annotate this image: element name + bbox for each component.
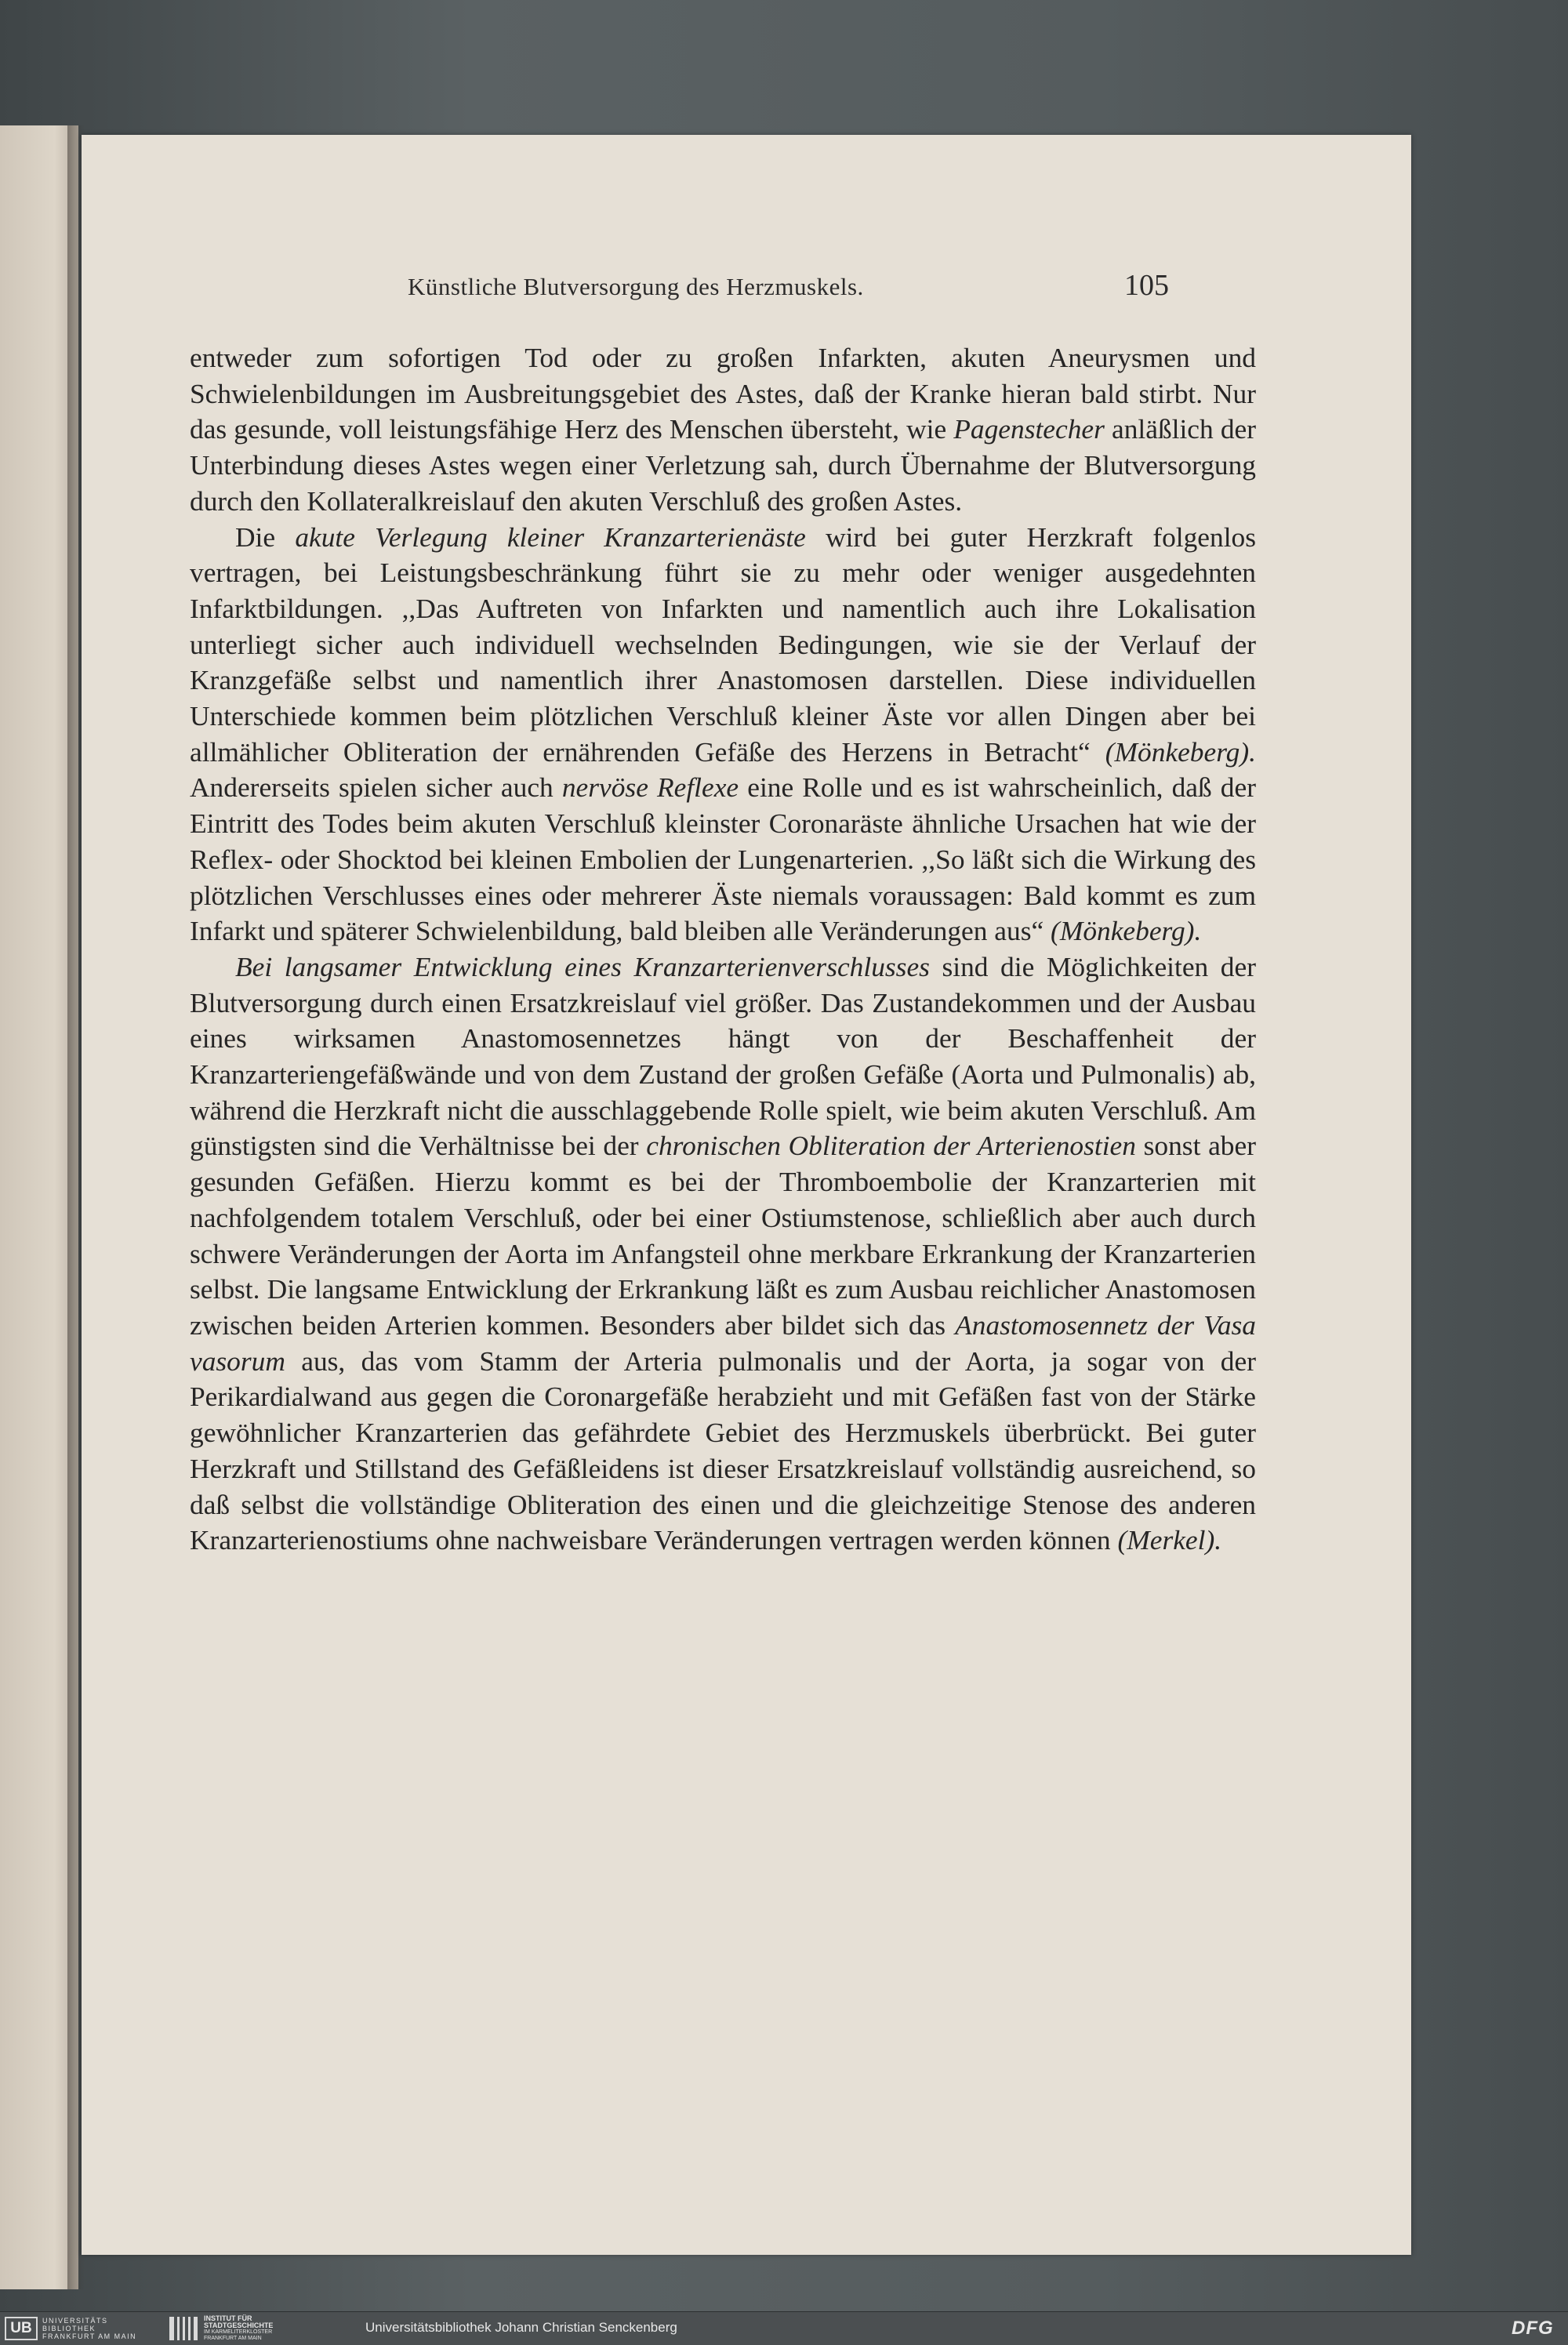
italic-citation-merkel: (Merkel). <box>1117 1524 1222 1556</box>
page-number: 105 <box>1124 269 1169 302</box>
viewer-footer-bar <box>0 2311 1568 2345</box>
italic-term-anastomosennetz: Anastomosennetz der Vasa vasorum <box>190 1309 1256 1377</box>
isg-logo-text: INSTITUT FÜR STADTGESCHICHTE IM KARMELITERKLOSTER FRANKFURT AM MAIN <box>204 2314 274 2341</box>
italic-term-akute-verlegung: akute Verlegung kleiner Kranzarterienäste <box>295 521 806 553</box>
running-head <box>82 269 1411 320</box>
italic-citation-moenkeberg-1: (Mönkeberg). <box>1105 735 1256 768</box>
ub-logo-icon: UB <box>5 2317 38 2340</box>
running-title: Künstliche Blutversorgung des Herzmuskels. <box>408 273 864 300</box>
isg-logo[interactable] <box>169 2314 274 2341</box>
paragraph-1: entweder zum sofortigen Tod oder zu großen Infarkten, akuten Aneurysmen und Schwielenbildungen im Ausbreitungsgebiet des Astes, daß der Kranke hieran bald stirbt. Nur das gesunde, voll leistungsfähige Herz des Menschen übersteht, wie Pagenstecher anläßlich der Unterbindung dieses Astes wegen einer Verletzung sah, durch Übernahme der Blutversorgung durch den Kollateralkreislauf den akuten Verschluß des großen Astes. <box>190 342 1257 517</box>
facing-page-edge <box>0 125 78 2289</box>
italic-citation-moenkeberg-2: (Mönkeberg). <box>1051 915 1202 947</box>
italic-name-pagenstecher: Pagenstecher <box>953 413 1105 445</box>
italic-term-langsamer-entwicklung: Bei langsamer Entwicklung eines Kranzarterienverschlusses <box>235 950 930 982</box>
ub-logo-text: UNIVERSITÄTS BIBLIOTHEK FRANKFURT AM MAIN <box>42 2317 137 2340</box>
book-page <box>82 135 1411 2255</box>
paragraph-2: Die akute Verlegung kleiner Kranzarterienäste wird bei guter Herzkraft folgenlos vertragen, bei Leistungsbeschränkung führt sie zu mehr oder weniger ausgedehnten Infarktbildungen. ,,Das Auftreten von Infarkten und namentlich auch ihre Lokalisation unterliegt sicher auch individuell wechselnden Bedingungen, wie sie der Verlauf der Kranzgefäße selbst und namentlich ihrer Anastomosen darstellen. Diese individuellen Unterschiede kommen beim plötzlichen Verschluß kleiner Äste vor allen Dingen aber bei allmählicher Obliteration der ernährenden Gefäße des Herzens in Betracht“ (Mönkeberg). Andererseits spielen sicher auch nervöse Reflexe eine Rolle und es ist wahrscheinlich, daß der Eintritt des Todes beim akuten Verschluß kleinster Coronaräste ähnliche Ursachen hat wie der Reflex- oder Shocktod bei kleinen Embolien der Lungenarterien. ,,So läßt sich die Wirkung des plötzlichen Verschlusses eines oder mehrerer Äste niemals voraussagen: Bald kommt es zum Infarkt und späterer Schwielenbildung, bald bleiben alle Veränderungen aus“ (Mönkeberg). <box>190 521 1257 947</box>
italic-term-nervoese-reflexe: nervöse Reflexe <box>561 771 739 804</box>
paragraph-3: Bei langsamer Entwicklung eines Kranzarterienverschlusses sind die Möglichkeiten der Blutversorgung durch einen Ersatzkreislauf viel größer. Das Zustandekommen und der Ausbau eines wirksamen Anastomosennetzes hängt von der Beschaffenheit der Kranzarteriengefäßwände und von dem Zustand der großen Gefäße (Aorta und Pulmonalis) ab, während die Herzkraft nicht die ausschlaggebende Rolle spielt, wie beim akuten Verschluß. Am günstigsten sind die Verhältnisse bei der chronischen Obliteration der Arterienostien sonst aber gesunden Gefäßen. Hierzu kommt es bei der Thromboembolie der Kranzarterien mit nachfolgendem totalem Verschluß, oder bei einer Ostiumstenose, schließlich aber auch durch schwere Veränderungen der Aorta im Anfangsteil ohne merkbare Erkrankung der Kranzarterien selbst. Die langsame Entwicklung der Erkrankung läßt es zum Ausbau reichlicher Anastomosen zwischen beiden Arterien kommen. Besonders aber bildet sich das Anastomosennetz der Vasa vasorum aus, das vom Stamm der Arteria pulmonalis und der Aorta, ja sogar von der Perikardialwand aus gegen die Coronargefäße herabzieht und mit Gefäßen fast von der Stärke gewöhnlicher Kranzarterien das gefährdete Gebiet des Herzmuskels überbrückt. Bei guter Herzkraft und Stillstand des Gefäßleidens ist dieser Ersatzkreislauf vollständig ausreichend, so daß selbst die vollständige Obliteration des einen und die gleichzeitige Stenose des anderen Kranzarterienostiums ohne nachweisbare Veränderungen vertragen werden können (Merkel). <box>190 950 1256 1556</box>
italic-term-chronischen-obliteration: chronischen Obliteration der Arterienostien <box>646 1130 1136 1162</box>
ub-logo[interactable] <box>5 2317 136 2340</box>
body-text <box>190 340 1256 1559</box>
library-credit: Universitätsbibliothek Johann Christian Senckenberg <box>365 2320 677 2335</box>
dfg-logo[interactable]: DFG <box>1512 2318 1554 2339</box>
isg-columns-icon <box>169 2317 198 2340</box>
